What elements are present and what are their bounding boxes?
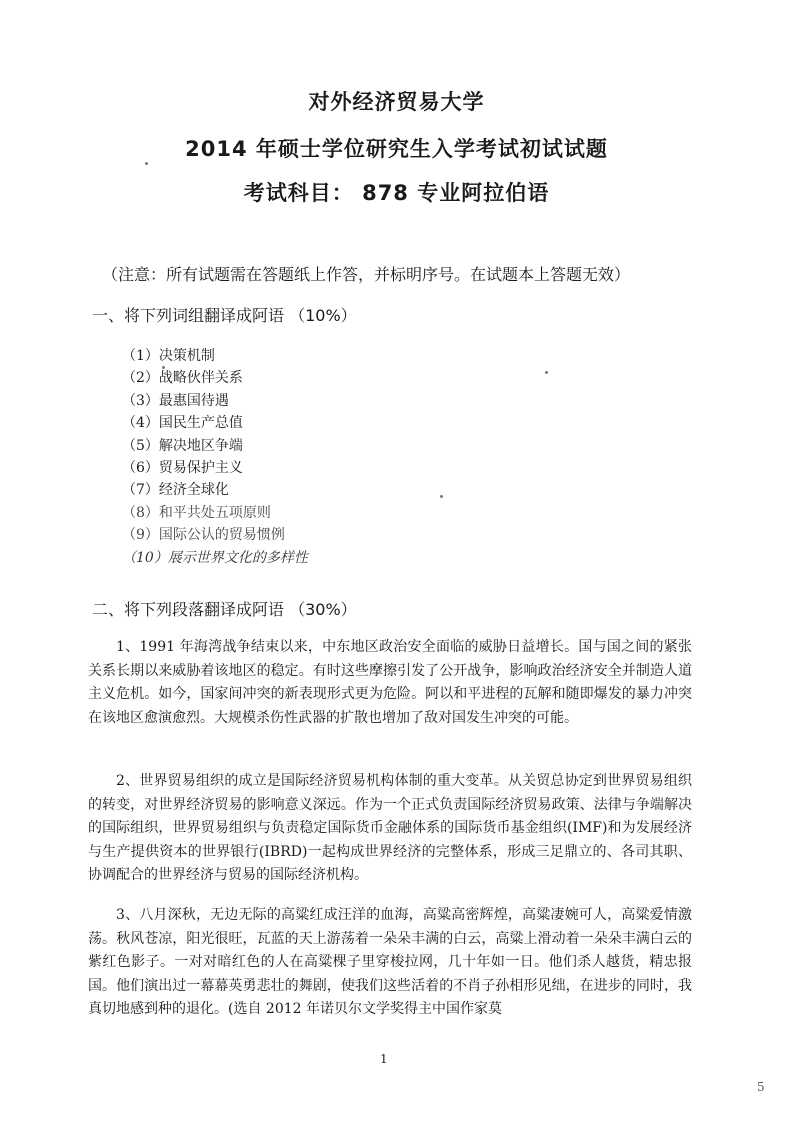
term-list — [122, 345, 308, 569]
scan-speck — [545, 371, 548, 374]
university-name: 对外经济贸易大学 — [308, 90, 485, 114]
term-item: （2）战略伙伴关系 — [122, 370, 243, 387]
term-item: （5）解决地区争端 — [122, 437, 243, 454]
section-2-heading: 二、将下列段落翻译成阿语 （30%） — [92, 600, 357, 619]
term-item: （6）贸易保护主义 — [122, 459, 243, 476]
page-number: 1 — [380, 1052, 388, 1066]
term-item: （10）展示世界文化的多样性 — [122, 549, 308, 566]
scan-speck — [162, 366, 165, 369]
paragraph-3: 3、八月深秋，无边无际的高粱红成汪洋的血海，高粱高密辉煌，高粱凄婉可人，高粱爱情激荡。秋风苍凉，阳光很旺，瓦蓝的天上游荡着一朵朵丰满的白云，高粱上滑动着一朵朵丰满白云的紫红色影子。一对对暗红色的人在高粱棵子里穿梭拉网，几十年如一日。他们杀人越货，精忠报国。他们演出过一幕幕英勇悲壮的舞剧，使我们这些活着的不肖子孙相形见绌，在进步的同时，我真切地感到种的退化。(选自 2012 年诺贝尔文学奖得主中国作家莫 — [88, 907, 692, 1017]
section-1-heading: 一、将下列词组翻译成阿语 （10%） — [92, 306, 357, 325]
exam-notice: （注意：所有试题需在答题纸上作答，并标明序号。在试题本上答题无效） — [102, 265, 631, 284]
corner-page-number: 5 — [757, 1080, 765, 1094]
scan-speck — [145, 162, 148, 165]
term-item: （4）国民生产总值 — [122, 415, 243, 432]
term-item: （3）最惠国待遇 — [122, 392, 229, 409]
paragraph-1: 1、1991 年海湾战争结束以来，中东地区政治安全面临的威胁日益增长。国与国之间的紧张关系长期以来威胁着该地区的稳定。有时这些摩擦引发了公开战争，影响政治经济安全并制造人道主义危机。如今，国家间冲突的新表现形式更为危险。阿以和平进程的瓦解和随即爆发的暴力冲突在该地区愈演愈烈。大规模杀伤性武器的扩散也增加了敌对国发生冲突的可能。 — [88, 639, 692, 726]
scan-speck — [440, 495, 443, 498]
term-item: （9）国际公认的贸易惯例 — [122, 527, 285, 544]
term-item: （1）决策机制 — [122, 348, 215, 364]
term-item: （8）和平共处五项原则 — [122, 504, 271, 521]
paragraph-2: 2、世界贸易组织的成立是国际经济贸易机构体制的重大变革。从关贸总协定到世界贸易组织的转变，对世界经济贸易的影响意义深远。作为一个正式负责国际经济贸易政策、法律与争端解决的国际组织，世界贸易组织与负责稳定国际货币金融体系的国际货币基金组织(IMF)和为发展经济与生产提供资本的世界银行(IBRD)一起构成世界经济的完整体系，形成三足鼎立的、各司其职、协调配合的世界经济与贸易的国际经济机构。 — [88, 773, 692, 883]
term-item: （7）经济全球化 — [122, 482, 229, 499]
exam-title: 2014 年硕士学位研究生入学考试初试试题 — [185, 137, 608, 161]
exam-subject: 考试科目： 878 专业阿拉伯语 — [243, 181, 550, 205]
